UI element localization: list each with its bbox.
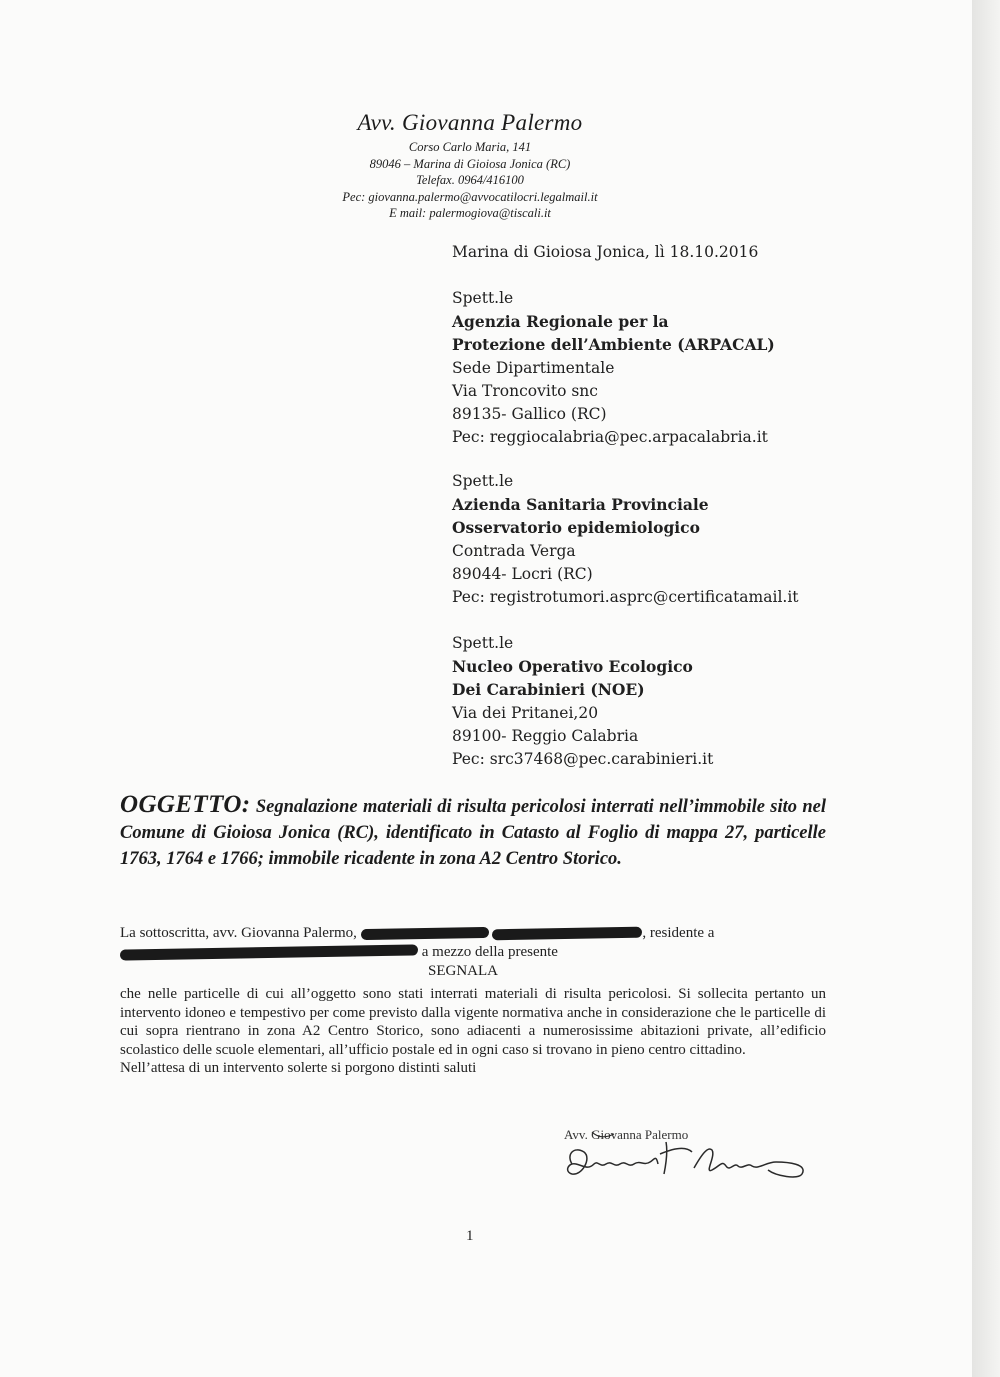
letterhead-pec: Pec: giovanna.palermo@avvocatilocri.legalmail.it xyxy=(342,189,598,204)
recipient-name-line: Azienda Sanitaria Provinciale xyxy=(452,495,709,515)
body-paragraph xyxy=(120,985,826,1078)
recipient-name-line: Osservatorio epidemiologico xyxy=(452,518,700,538)
subject-text: Segnalazione materiali di risulta pericolosi interrati nell’immobile sito nel Comune di Gioiosa Jonica (RC), identificato in Catasto al Foglio di mappa 27, particelle 1763, 1764 e 1766; immobile ricadente in zona A2 Centro Storico. xyxy=(120,797,827,869)
body-line-1 xyxy=(120,924,826,943)
recipient-address-line: Via dei Pritanei,20 xyxy=(452,703,599,722)
recipient-address-line: Via Troncovito snc xyxy=(452,381,598,400)
body-paragraph-text: che nelle particelle di cui all’oggetto sono stati interrati materiali di risulta pericolosi. Si sollecita pertanto un intervento idoneo e tempestivo per come previsto dalla vigente normativa anche in considerazione che le particelle di cui sopra rientrano in zona A2 Centro Storico, sono adiacenti a numerosissime abitazioni private, all’edificio scolastico delle scuole elementari, all’ufficio postale ed in ogni caso si trovano in pieno centro cittadino. xyxy=(120,986,826,1058)
body-line-1-end: , residente a xyxy=(642,925,715,941)
page-number: 1 xyxy=(466,1228,474,1244)
redaction-mark xyxy=(361,927,489,940)
letterhead-telefax: Telefax. 0964/416100 xyxy=(416,173,524,188)
recipient-name-line: Dei Carabinieri (NOE) xyxy=(452,680,645,700)
recipient-name-line: Agenzia Regionale per la xyxy=(452,312,669,332)
letterhead xyxy=(300,110,640,222)
recipient-noe xyxy=(452,632,713,771)
recipient-address-line: Sede Dipartimentale xyxy=(452,358,615,377)
recipient-salutation: Spett.le xyxy=(452,634,514,652)
recipient-address-line: 89044- Locri (RC) xyxy=(452,564,593,583)
recipient-arpacal xyxy=(452,287,775,449)
subject-label: OGGETTO: xyxy=(120,791,251,818)
recipient-address-line: 89100- Reggio Calabria xyxy=(452,726,639,745)
body-line-1-start: La sottoscritta, avv. Giovanna Palermo, xyxy=(120,925,357,941)
recipient-asp xyxy=(452,470,799,609)
closing-line: Nell’attesa di un intervento solerte si porgono distinti saluti xyxy=(120,1060,477,1076)
recipient-pec: Pec: registrotumori.asprc@certificatamail.it xyxy=(452,588,799,607)
segnala-heading: SEGNALA xyxy=(428,963,498,979)
letterhead-name: Avv. Giovanna Palermo xyxy=(357,110,583,135)
recipient-address-line: 89135- Gallico (RC) xyxy=(452,405,607,424)
recipient-pec: Pec: src37468@pec.carabinieri.it xyxy=(452,750,714,769)
letterhead-address: Corso Carlo Maria, 141 xyxy=(408,140,532,154)
subject-block xyxy=(120,792,826,872)
recipient-pec: Pec: reggiocalabria@pec.arpacalabria.it xyxy=(452,428,768,447)
recipient-name-line: Protezione dell’Ambiente (ARPACAL) xyxy=(452,335,775,355)
redaction-mark xyxy=(492,927,642,941)
recipient-salutation: Spett.le xyxy=(452,289,514,307)
handwritten-signature xyxy=(562,1124,822,1194)
date-line: Marina di Gioiosa Jonica, lì 18.10.2016 xyxy=(452,243,759,261)
recipient-address-line: Contrada Verga xyxy=(452,541,576,560)
letterhead-email: E mail: palermogiova@tiscali.it xyxy=(389,206,551,221)
recipient-name-line: Nucleo Operativo Ecologico xyxy=(452,657,693,677)
signature-block xyxy=(562,1124,822,1194)
signature-printed-name: Avv. Giovanna Palermo xyxy=(564,1127,689,1142)
recipient-salutation: Spett.le xyxy=(452,472,514,490)
body-line-2-end: a mezzo della presente xyxy=(421,944,558,960)
body-line-2 xyxy=(120,943,826,962)
redaction-mark xyxy=(120,944,418,960)
page-edge-shadow xyxy=(972,0,1000,1377)
letterhead-city: 89046 – Marina di Gioiosa Jonica (RC) xyxy=(369,156,571,171)
